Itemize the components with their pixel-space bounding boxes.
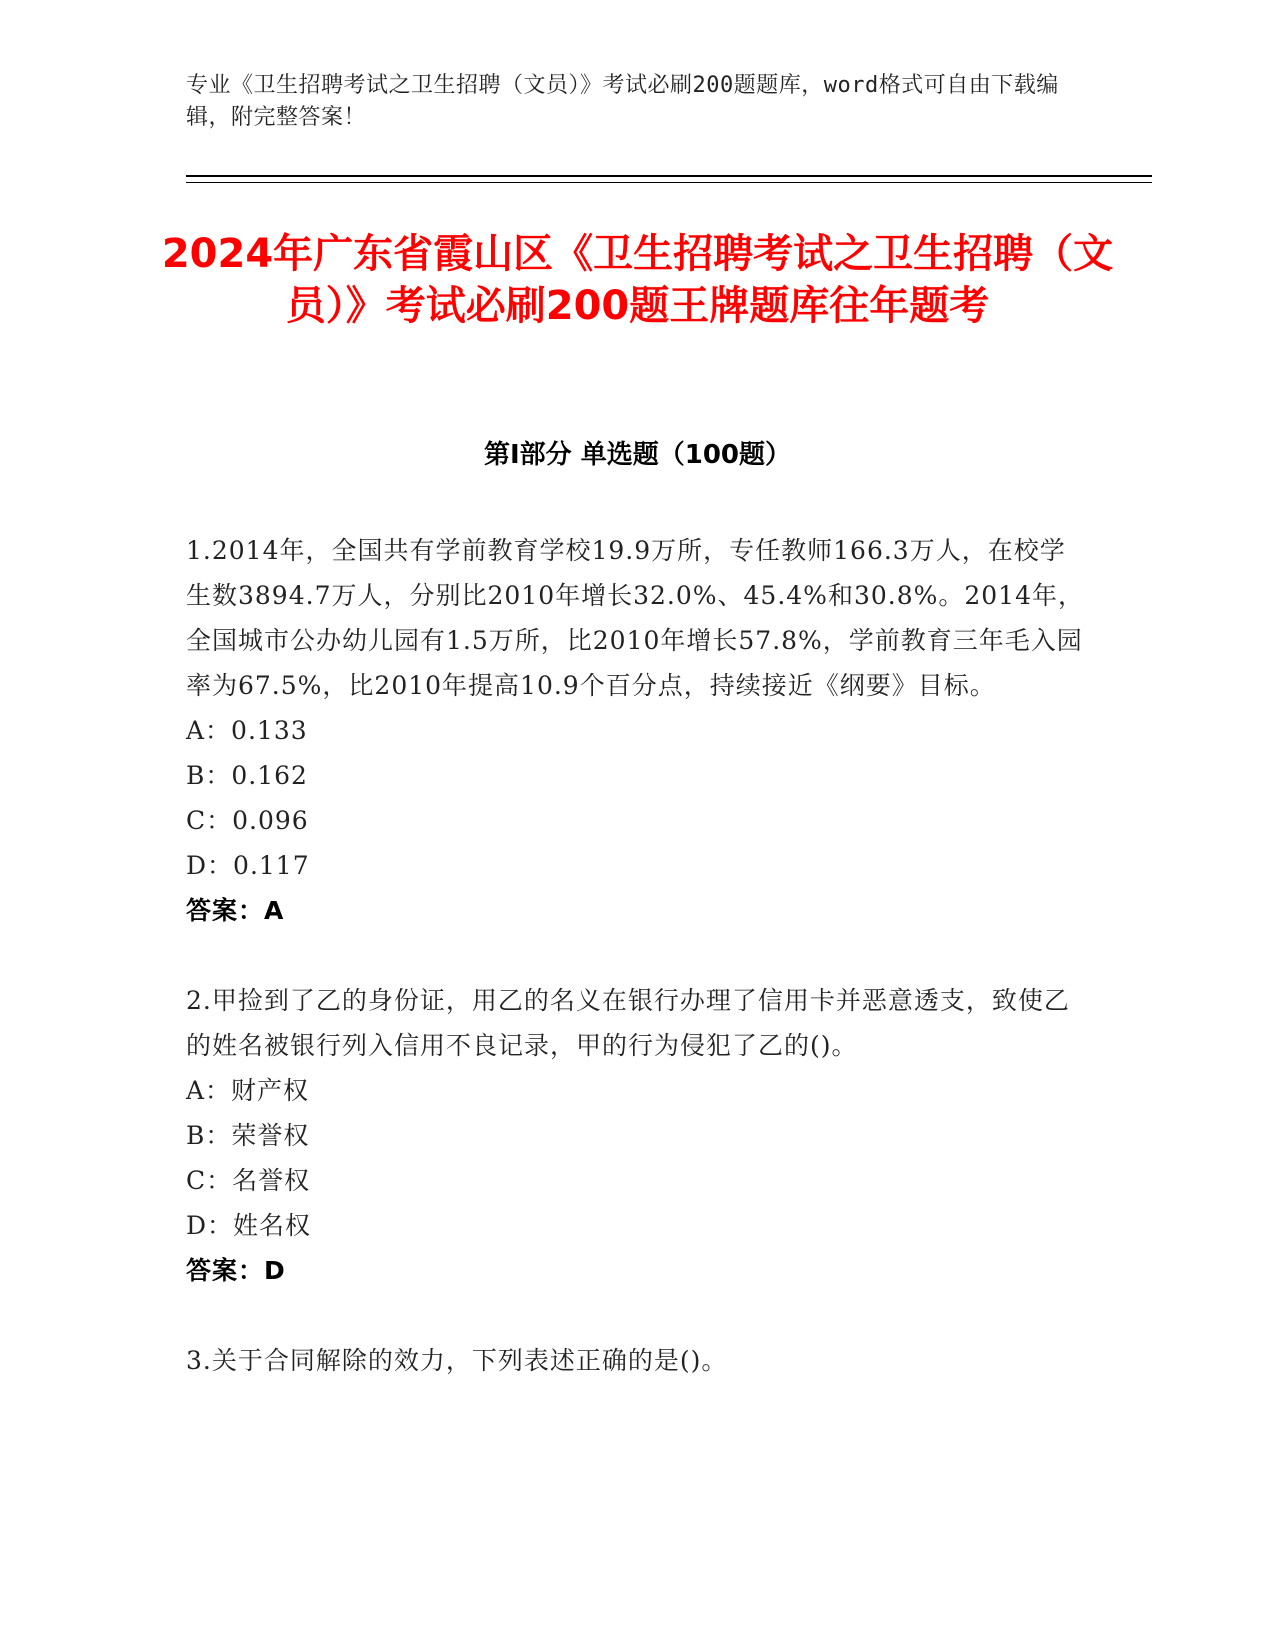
option-c: C：名誉权 <box>186 1166 311 1195</box>
question-3 <box>186 1338 1091 1383</box>
document-title: 2024年广东省霞山区《卫生招聘考试之卫生招聘（文员）》考试必刷200题王牌题库往年题考 <box>161 231 1114 329</box>
question-stem: 2.甲捡到了乙的身份证，用乙的名义在银行办理了信用卡并恶意透支，致使乙的姓名被银行列入信用不良记录，甲的行为侵犯了乙的()。 <box>186 986 1070 1060</box>
header-rule-thin <box>186 182 1152 183</box>
header-note: 专业《卫生招聘考试之卫生招聘（文员）》考试必刷200题题库，word格式可自由下载编辑，附完整答案！ <box>186 73 1059 130</box>
option-d: D：姓名权 <box>186 1211 312 1240</box>
question-1 <box>186 528 1091 933</box>
question-list <box>186 528 1091 1428</box>
section-title: 第I部分 单选题（100题） <box>484 440 791 470</box>
header-rule-thick <box>186 175 1152 177</box>
option-d: D：0.117 <box>186 851 310 880</box>
option-a: A：0.133 <box>186 716 308 745</box>
answer: 答案：D <box>186 1256 286 1285</box>
answer: 答案：A <box>186 896 285 925</box>
question-2 <box>186 978 1091 1293</box>
question-stem: 3.关于合同解除的效力，下列表述正确的是()。 <box>186 1346 728 1375</box>
question-stem: 1.2014年，全国共有学前教育学校19.9万所，专任教师166.3万人，在校学生数3894.7万人，分别比2010年增长32.0%、45.4%和30.8%。2014年，全国城市公办幼儿园有1.5万所，比2010年增长57.8%，学前教育三年毛入园率为67.5%，比2010年提高10.9个百分点，持续接近《纲要》目标。 <box>186 536 1084 700</box>
option-b: B：荣誉权 <box>186 1121 310 1150</box>
option-b: B：0.162 <box>186 761 308 790</box>
option-c: C：0.096 <box>186 806 309 835</box>
option-a: A：财产权 <box>186 1076 310 1105</box>
